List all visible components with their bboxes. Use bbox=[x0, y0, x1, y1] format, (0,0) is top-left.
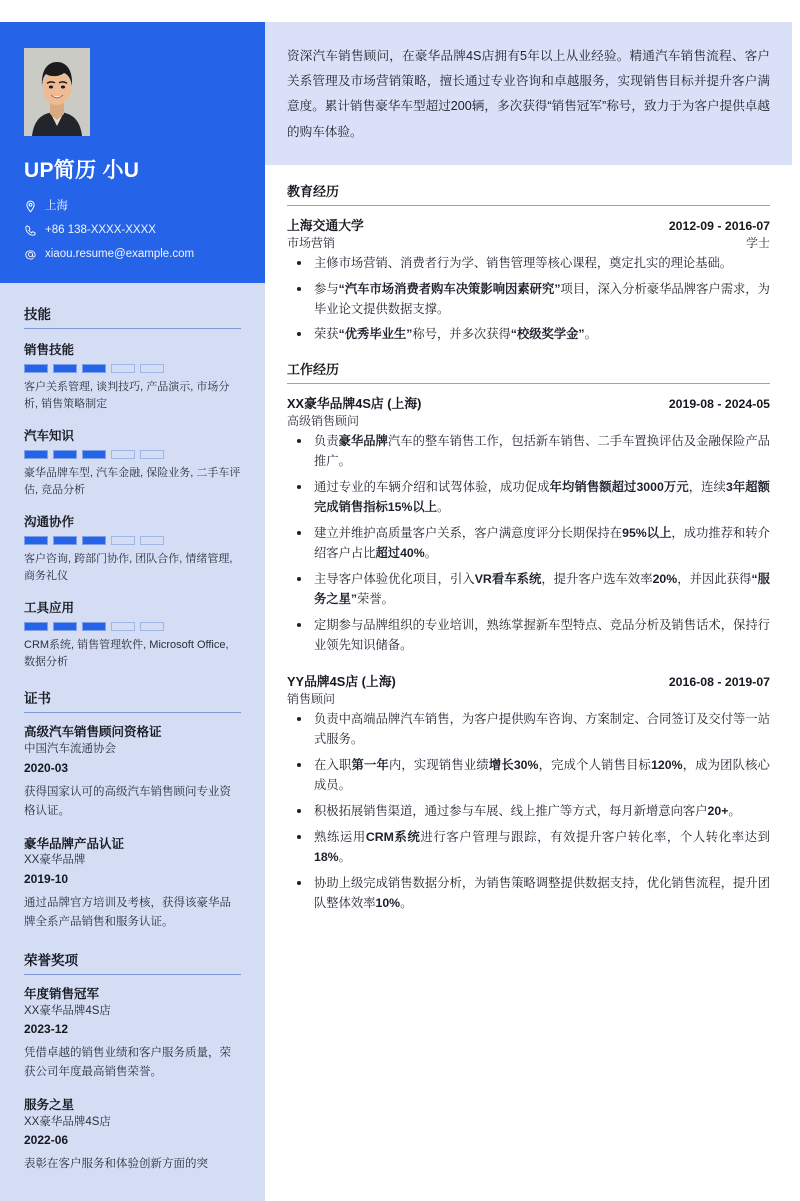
work-subheader bbox=[287, 690, 770, 707]
skill-item bbox=[24, 598, 241, 671]
skill-segment-empty bbox=[140, 622, 164, 631]
certificate-date: 2019-10 bbox=[24, 871, 69, 886]
skill-segment-empty bbox=[111, 622, 135, 631]
skill-segment-filled bbox=[82, 622, 106, 631]
bullet-item: 熟练运用CRM系统进行客户管理与跟踪，有效提升客户转化率，个人转化率达到18%。 bbox=[287, 828, 770, 868]
skill-item bbox=[24, 512, 241, 585]
education-degree: 学士 bbox=[745, 235, 770, 250]
skills-section bbox=[24, 303, 241, 671]
phone-icon bbox=[24, 224, 37, 237]
certificate-org: 中国汽车流通协会 bbox=[24, 743, 116, 756]
award-org: XX豪华品牌4S店 bbox=[24, 1115, 111, 1128]
award-title: 服务之星 bbox=[24, 1098, 75, 1113]
bullet-item: 主导客户体验优化项目，引入VR看车系统，提升客户选车效率20%，并因此获得“服务之星”荣誉。 bbox=[287, 570, 770, 610]
skill-segment-filled bbox=[53, 450, 77, 459]
award-title: 年度销售冠军 bbox=[24, 986, 100, 1001]
location-pin-icon bbox=[24, 200, 37, 213]
sidebar-header-block bbox=[0, 22, 265, 283]
skill-level-bar bbox=[24, 364, 241, 373]
skill-item bbox=[24, 426, 241, 499]
skill-level-bar bbox=[24, 536, 241, 545]
person-name: UP简历 小U bbox=[24, 159, 140, 182]
certificate-org: XX豪华品牌 bbox=[24, 854, 86, 867]
skill-segment-filled bbox=[82, 450, 106, 459]
education-bullets bbox=[287, 254, 770, 346]
skill-name: 汽车知识 bbox=[24, 429, 75, 444]
certificate-title: 豪华品牌产品认证 bbox=[24, 836, 125, 851]
work-date: 2016-08 - 2019-07 bbox=[668, 675, 770, 690]
award-item bbox=[24, 986, 241, 1083]
work-header bbox=[287, 671, 770, 690]
awards-section-title: 荣誉奖项 bbox=[24, 949, 241, 975]
skill-name: 工具应用 bbox=[24, 601, 75, 616]
awards-section bbox=[24, 949, 241, 1175]
skill-segment-filled bbox=[53, 364, 77, 373]
certificate-item bbox=[24, 724, 241, 821]
education-date: 2012-09 - 2016-07 bbox=[668, 218, 770, 233]
bullet-item: 荣获“优秀毕业生”称号，并多次获得“校级奖学金”。 bbox=[287, 325, 770, 345]
skill-segment-filled bbox=[53, 536, 77, 545]
sidebar-body bbox=[0, 283, 265, 1201]
skill-level-bar bbox=[24, 622, 241, 631]
education-item bbox=[287, 215, 770, 346]
bullet-item: 负责中高端品牌汽车销售，为客户提供购车咨询、方案制定、合同签订及交付等一站式服务。 bbox=[287, 710, 770, 750]
bullet-item: 负责豪华品牌汽车的整车销售工作，包括新车销售、二手车置换评估及金融保险产品推广。 bbox=[287, 432, 770, 472]
work-section bbox=[287, 359, 770, 913]
skill-segment-empty bbox=[111, 450, 135, 459]
summary-text: 资深汽车销售顾问，在豪华品牌4S店拥有5年以上从业经验。精通汽车销售流程、客户关系管理及市场营销策略，擅长通过专业咨询和卓越服务，实现销售目标并提升客户满意度。累计销售豪华车型超过200辆，多次获得“销售冠军”称号，致力于为客户提供卓越的购车体验。 bbox=[287, 49, 770, 139]
certificate-title: 高级汽车销售顾问资格证 bbox=[24, 725, 162, 740]
main-body bbox=[265, 165, 792, 938]
sidebar bbox=[0, 0, 265, 1171]
skill-description: 客户咨询, 跨部门协作, 团队合作, 情绪管理, 商务礼仪 bbox=[24, 553, 233, 583]
certificates-section-title: 证书 bbox=[24, 687, 241, 713]
skill-segment-empty bbox=[140, 364, 164, 373]
avatar bbox=[24, 48, 90, 136]
certificates-section bbox=[24, 687, 241, 932]
education-section bbox=[287, 181, 770, 346]
main-content bbox=[265, 0, 800, 1130]
award-item bbox=[24, 1097, 241, 1175]
work-bullets bbox=[287, 432, 770, 655]
work-item bbox=[287, 671, 770, 913]
work-item bbox=[287, 393, 770, 655]
work-header bbox=[287, 393, 770, 412]
contact-email-value: xiaou.resume@example.com bbox=[45, 247, 195, 260]
email-at-icon bbox=[24, 248, 37, 261]
contact-phone bbox=[24, 224, 241, 237]
award-description: 凭借卓越的销售业绩和客户服务质量，荣获公司年度最高销售荣誉。 bbox=[24, 1046, 231, 1079]
skill-segment-filled bbox=[82, 536, 106, 545]
summary-block bbox=[265, 22, 792, 165]
work-subheader bbox=[287, 412, 770, 429]
bullet-item: 参与“汽车市场消费者购车决策影响因素研究”项目，深入分析豪华品牌客户需求，为毕业论文提供数据支撑。 bbox=[287, 280, 770, 320]
certificate-item bbox=[24, 836, 241, 933]
education-school: 上海交通大学 bbox=[287, 217, 364, 233]
certificate-description: 获得国家认可的高级汽车销售顾问专业资格认证。 bbox=[24, 785, 231, 818]
education-header bbox=[287, 215, 770, 234]
skill-description: 客户关系管理, 谈判技巧, 产品演示, 市场分析, 销售策略制定 bbox=[24, 381, 230, 411]
skill-item bbox=[24, 340, 241, 413]
certificate-description: 通过品牌官方培训及考核，获得该豪华品牌全系产品销售和服务认证。 bbox=[24, 896, 231, 929]
education-section-title: 教育经历 bbox=[287, 181, 770, 206]
bullet-item: 在入职第一年内，实现销售业绩增长30%，完成个人销售目标120%，成为团队核心成员。 bbox=[287, 756, 770, 796]
skill-segment-filled bbox=[24, 364, 48, 373]
bullet-item: 通过专业的车辆介绍和试驾体验，成功促成年均销售额超过3000万元，连续3年超额完成销售指标15%以上。 bbox=[287, 478, 770, 518]
award-description: 表彰在客户服务和体验创新方面的突 bbox=[24, 1158, 208, 1171]
work-role: 销售顾问 bbox=[287, 692, 336, 707]
skill-level-bar bbox=[24, 450, 241, 459]
bullet-item: 主修市场营销、消费者行为学、销售管理等核心课程，奠定扎实的理论基础。 bbox=[287, 254, 770, 274]
education-major: 市场营销 bbox=[287, 235, 336, 250]
award-date: 2023-12 bbox=[24, 1021, 69, 1036]
work-date: 2019-08 - 2024-05 bbox=[668, 397, 770, 412]
award-date: 2022-06 bbox=[24, 1133, 69, 1148]
work-company: XX豪华品牌4S店 (上海) bbox=[287, 396, 422, 412]
skill-segment-empty bbox=[111, 536, 135, 545]
skill-segment-filled bbox=[82, 364, 106, 373]
skills-section-title: 技能 bbox=[24, 303, 241, 329]
bullet-item: 建立并维护高质量客户关系，客户满意度评分长期保持在95%以上，成功推荐和转介绍客户占比超过40%。 bbox=[287, 524, 770, 564]
bullet-item: 协助上级完成销售数据分析，为销售策略调整提供数据支持，优化销售流程，提升团队整体效率10%。 bbox=[287, 874, 770, 914]
contact-location bbox=[24, 200, 241, 213]
skill-segment-filled bbox=[24, 450, 48, 459]
award-org: XX豪华品牌4S店 bbox=[24, 1004, 111, 1017]
skill-description: CRM系统, 销售管理软件, Microsoft Office, 数据分析 bbox=[24, 639, 229, 669]
skill-segment-empty bbox=[140, 450, 164, 459]
skill-name: 沟通协作 bbox=[24, 515, 75, 530]
contact-phone-value: +86 138-XXXX-XXXX bbox=[45, 223, 156, 236]
skill-segment-empty bbox=[111, 364, 135, 373]
skill-segment-filled bbox=[24, 622, 48, 631]
skill-segment-filled bbox=[53, 622, 77, 631]
skill-segment-empty bbox=[140, 536, 164, 545]
work-section-title: 工作经历 bbox=[287, 359, 770, 384]
skill-description: 豪华品牌车型, 汽车金融, 保险业务, 二手车评估, 竞品分析 bbox=[24, 467, 241, 497]
work-bullets bbox=[287, 710, 770, 913]
work-company: YY品牌4S店 (上海) bbox=[287, 674, 396, 690]
contact-email bbox=[24, 248, 241, 261]
contact-location-value: 上海 bbox=[45, 199, 68, 212]
skill-segment-filled bbox=[24, 536, 48, 545]
bullet-item: 定期参与品牌组织的专业培训，熟练掌握新车型特点、竞品分析及销售话术，保持行业领先知识储备。 bbox=[287, 616, 770, 656]
certificate-date: 2020-03 bbox=[24, 760, 69, 775]
skill-name: 销售技能 bbox=[24, 343, 75, 357]
education-subheader bbox=[287, 234, 770, 251]
work-role: 高级销售顾问 bbox=[287, 414, 360, 429]
bullet-item: 积极拓展销售渠道，通过参与车展、线上推广等方式，每月新增意向客户20+。 bbox=[287, 802, 770, 822]
